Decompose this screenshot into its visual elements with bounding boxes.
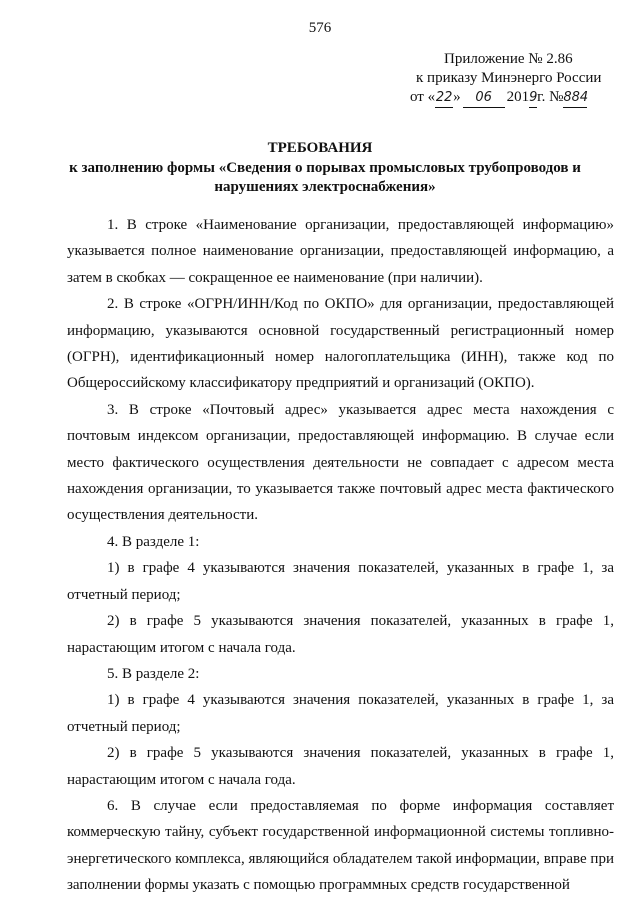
appendix-line-1: Приложение № 2.86 <box>444 51 573 67</box>
page-number: 576 <box>308 20 332 36</box>
date-quote: » <box>453 89 461 105</box>
handwritten-year-digit: 9 <box>529 88 537 108</box>
date-prefix: от « <box>410 89 436 105</box>
paragraph: 4. В разделе 1: <box>107 533 200 550</box>
number-prefix: г. № <box>537 89 564 105</box>
paragraph: 6. В случае если предоставляемая по форме информация составляет коммерческую тайну, субъект государственной информационной системы топливно-энергетического комплекса, являющийся обладателем такой информации, вправе при заполнении формы указать с помощью программных средств государственной <box>67 797 614 894</box>
document-subtitle: к заполнению формы «Сведения о порывах промысловых трубопроводов и нарушениях электроснабжения» <box>69 160 581 195</box>
paragraph: 5. В разделе 2: <box>107 665 200 682</box>
appendix-block <box>410 50 630 108</box>
paragraph: 2) в графе 5 указываются значения показателей, указанных в графе 1, нарастающим итогом с начала года. <box>67 613 614 656</box>
handwritten-day: 22 <box>435 88 453 108</box>
paragraph: 1. В строке «Наименование организации, предоставляющей информацию» указывается полное наименование организации, предоставляющей информацию, а затем в скобках — сокращенное ее наименование (при наличии). <box>67 217 614 286</box>
year-prefix: 201 <box>506 89 530 105</box>
paragraph: 2. В строке «ОГРН/ИНН/Код по ОКПО» для организации, предоставляющей информацию, указываются основной государственный регистрационный номер (ОГРН), идентификационный номер налогоплательщика (ИНН), также код по Общероссийскому классификатору предприятий и организаций (ОКПО). <box>67 296 614 392</box>
document-title: ТРЕБОВАНИЯ <box>267 140 373 156</box>
paragraph: 3. В строке «Почтовый адрес» указывается адрес места нахождения с почтовым индексом организации, предоставляющей информацию. В случае если место фактического осуществления деятельности не совпадает с адресом места нахождения организации, то указывается также почтовый адрес места фактического осуществления деятельности. <box>67 401 614 524</box>
handwritten-month: 06 <box>463 88 505 108</box>
appendix-line-2: к приказу Минэнерго России <box>416 70 602 86</box>
handwritten-order-number: 884 <box>563 88 587 108</box>
appendix-line-3 <box>410 88 630 108</box>
document-body <box>67 212 614 899</box>
paragraph: 1) в графе 4 указываются значения показателей, указанных в графе 1, за отчетный период; <box>67 560 614 603</box>
paragraph: 2) в графе 5 указываются значения показателей, указанных в графе 1, нарастающим итогом с начала года. <box>67 745 614 788</box>
paragraph: 1) в графе 4 указываются значения показателей, указанных в графе 1, за отчетный период; <box>67 692 614 735</box>
